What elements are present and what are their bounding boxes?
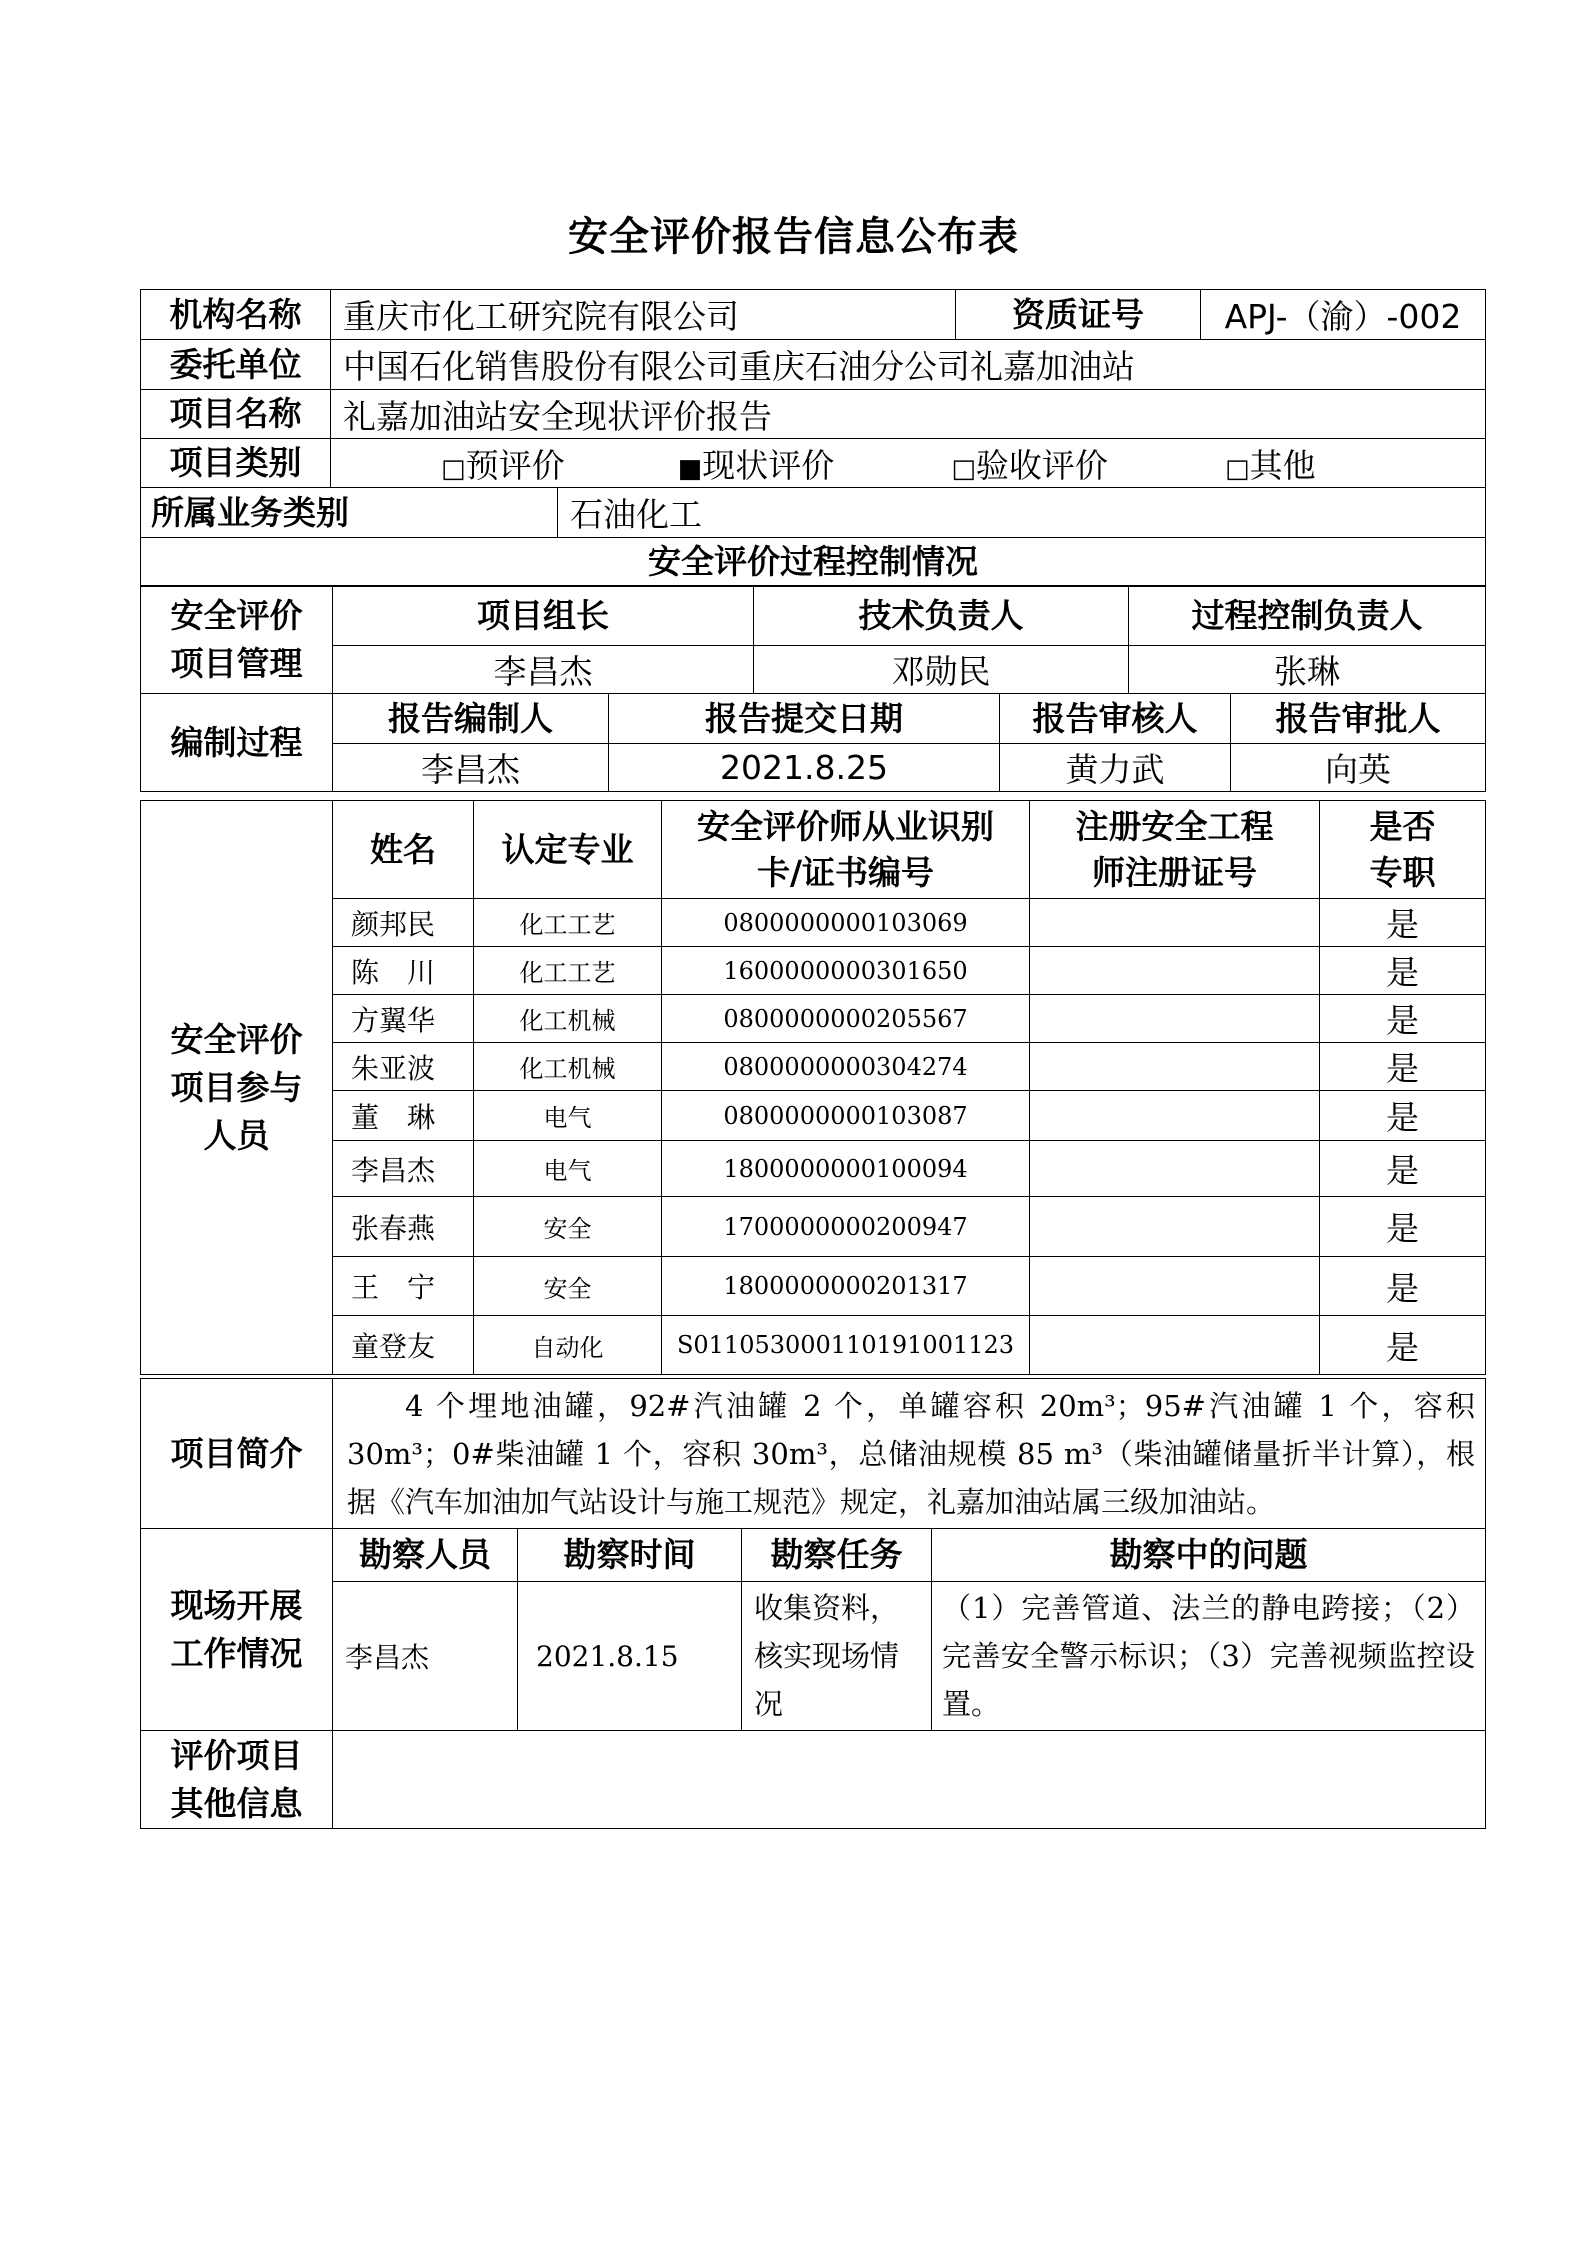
participant-fulltime: 是 bbox=[1320, 1141, 1486, 1197]
page-title: 安全评价报告信息公布表 bbox=[568, 214, 1019, 260]
participant-card: 0800000000103087 bbox=[662, 1091, 1030, 1141]
participant-card: 1700000000200947 bbox=[662, 1197, 1030, 1257]
participant-reg bbox=[1030, 1316, 1320, 1375]
participant-fulltime: 是 bbox=[1320, 995, 1486, 1043]
participant-name: 朱亚波 bbox=[333, 1043, 474, 1091]
checkbox-icon: □ bbox=[951, 453, 976, 484]
participant-reg bbox=[1030, 1091, 1320, 1141]
participant-name: 方翼华 bbox=[333, 995, 474, 1043]
compilation-value-approver: 向英 bbox=[1231, 744, 1486, 792]
participant-reg bbox=[1030, 1043, 1320, 1091]
participant-fulltime: 是 bbox=[1320, 1316, 1486, 1375]
participant-major: 安全 bbox=[474, 1197, 662, 1257]
process-section-title: 安全评价过程控制情况 bbox=[141, 538, 1486, 587]
participant-fulltime: 是 bbox=[1320, 1197, 1486, 1257]
participant-major: 电气 bbox=[474, 1091, 662, 1141]
table-row bbox=[141, 947, 1486, 995]
participant-major: 化工机械 bbox=[474, 995, 662, 1043]
category-label: 项目类别 bbox=[141, 439, 331, 488]
participant-fulltime: 是 bbox=[1320, 947, 1486, 995]
participant-card: 1600000000301650 bbox=[662, 947, 1030, 995]
management-table bbox=[140, 585, 1486, 792]
compilation-header-reviewer: 报告审核人 bbox=[1000, 694, 1231, 744]
participant-major: 安全 bbox=[474, 1257, 662, 1316]
participant-major: 电气 bbox=[474, 1141, 662, 1197]
summary-table bbox=[140, 1378, 1486, 1829]
table-row bbox=[141, 1141, 1486, 1197]
site-header-person: 勘察人员 bbox=[333, 1529, 518, 1582]
table-row bbox=[141, 1257, 1486, 1316]
participant-name: 童登友 bbox=[333, 1316, 474, 1375]
participant-name: 颜邦民 bbox=[333, 899, 474, 947]
client-label: 委托单位 bbox=[141, 340, 331, 390]
participant-name: 张春燕 bbox=[333, 1197, 474, 1257]
participant-major: 化工工艺 bbox=[474, 899, 662, 947]
participants-header-card: 安全评价师从业识别 卡/证书编号 bbox=[662, 801, 1030, 899]
category-option-acceptance[interactable]: □验收评价 bbox=[951, 445, 1108, 485]
site-task: 收集资料，核实现场情况 bbox=[742, 1582, 932, 1731]
participant-card: 0800000000103069 bbox=[662, 899, 1030, 947]
compilation-value-date: 2021.8.25 bbox=[609, 744, 1000, 792]
summary-text: 4 个埋地油罐，92#汽油罐 2 个，单罐容积 20m³；95#汽油罐 1 个，容积 30m³；0#柴油罐 1 个，容积 30m³，总储油规模 85 m³（柴油罐储量折半计算），根据《汽车加油加气站设计与施工规范》规定，礼嘉加油站属三级加油站。 bbox=[333, 1379, 1486, 1529]
management-header-tech: 技术负责人 bbox=[754, 586, 1129, 646]
compilation-value-author: 李昌杰 bbox=[333, 744, 609, 792]
participant-major: 化工工艺 bbox=[474, 947, 662, 995]
participant-reg bbox=[1030, 1141, 1320, 1197]
category-option-pre[interactable]: □预评价 bbox=[441, 445, 565, 485]
participant-card: S011053000110191001123 bbox=[662, 1316, 1030, 1375]
checkbox-checked-icon: ■ bbox=[677, 453, 703, 484]
client-value: 中国石化销售股份有限公司重庆石油分公司礼嘉加油站 bbox=[331, 340, 1486, 390]
cert-label: 资质证号 bbox=[956, 290, 1201, 340]
business-label: 所属业务类别 bbox=[141, 488, 558, 538]
project-value: 礼嘉加油站安全现状评价报告 bbox=[331, 390, 1486, 439]
participant-card: 1800000000100094 bbox=[662, 1141, 1030, 1197]
management-value-leader: 李昌杰 bbox=[333, 646, 754, 694]
participants-label: 安全评价 项目参与 人员 bbox=[141, 801, 333, 1375]
participant-reg bbox=[1030, 1197, 1320, 1257]
participant-major: 自动化 bbox=[474, 1316, 662, 1375]
compilation-header-date: 报告提交日期 bbox=[609, 694, 1000, 744]
participant-name: 李昌杰 bbox=[333, 1141, 474, 1197]
table-row bbox=[141, 899, 1486, 947]
management-value-tech: 邓勋民 bbox=[754, 646, 1129, 694]
site-header-task: 勘察任务 bbox=[742, 1529, 932, 1582]
table-row bbox=[141, 1091, 1486, 1141]
participant-card: 0800000000304274 bbox=[662, 1043, 1030, 1091]
participant-fulltime: 是 bbox=[1320, 1091, 1486, 1141]
org-name-label: 机构名称 bbox=[141, 290, 331, 340]
participant-name: 董 琳 bbox=[333, 1091, 474, 1141]
table-row bbox=[141, 1197, 1486, 1257]
site-header-date: 勘察时间 bbox=[518, 1529, 742, 1582]
participant-reg bbox=[1030, 899, 1320, 947]
management-value-process: 张琳 bbox=[1129, 646, 1486, 694]
participant-card: 0800000000205567 bbox=[662, 995, 1030, 1043]
checkbox-icon: □ bbox=[441, 453, 466, 484]
participant-fulltime: 是 bbox=[1320, 1043, 1486, 1091]
participants-header-major: 认定专业 bbox=[474, 801, 662, 899]
participants-header-fulltime: 是否 专职 bbox=[1320, 801, 1486, 899]
management-header-process: 过程控制负责人 bbox=[1129, 586, 1486, 646]
participant-card: 1800000000201317 bbox=[662, 1257, 1030, 1316]
management-header-leader: 项目组长 bbox=[333, 586, 754, 646]
participant-reg bbox=[1030, 1257, 1320, 1316]
site-label: 现场开展 工作情况 bbox=[141, 1529, 333, 1731]
compilation-label: 编制过程 bbox=[141, 694, 333, 792]
compilation-header-approver: 报告审批人 bbox=[1231, 694, 1486, 744]
table-row bbox=[141, 995, 1486, 1043]
summary-label: 项目简介 bbox=[141, 1379, 333, 1529]
org-name-value: 重庆市化工研究院有限公司 bbox=[331, 290, 956, 340]
compilation-header-author: 报告编制人 bbox=[333, 694, 609, 744]
participants-header-reg: 注册安全工程 师注册证号 bbox=[1030, 801, 1320, 899]
category-option-other[interactable]: □其他 bbox=[1225, 445, 1316, 485]
participant-fulltime: 是 bbox=[1320, 1257, 1486, 1316]
site-person: 李昌杰 bbox=[333, 1582, 518, 1731]
participant-name: 陈 川 bbox=[333, 947, 474, 995]
info-table bbox=[140, 289, 1486, 587]
cert-value: APJ-（渝）-002 bbox=[1201, 290, 1486, 340]
business-value: 石油化工 bbox=[558, 488, 1486, 538]
participant-name: 王 宁 bbox=[333, 1257, 474, 1316]
site-date: 2021.8.15 bbox=[518, 1582, 742, 1731]
participant-major: 化工机械 bbox=[474, 1043, 662, 1091]
participant-reg bbox=[1030, 947, 1320, 995]
site-issues: （1）完善管道、法兰的静电跨接；（2）完善安全警示标识；（3）完善视频监控设置。 bbox=[932, 1582, 1486, 1731]
site-header-issues: 勘察中的问题 bbox=[932, 1529, 1486, 1582]
participant-fulltime: 是 bbox=[1320, 899, 1486, 947]
project-label: 项目名称 bbox=[141, 390, 331, 439]
other-value bbox=[333, 1731, 1486, 1829]
category-option-status[interactable]: ■现状评价 bbox=[677, 445, 835, 485]
category-options bbox=[331, 439, 1486, 488]
other-label: 评价项目 其他信息 bbox=[141, 1731, 333, 1829]
participants-header-name: 姓名 bbox=[333, 801, 474, 899]
compilation-value-reviewer: 黄力武 bbox=[1000, 744, 1231, 792]
table-row bbox=[141, 1316, 1486, 1375]
table-row bbox=[141, 1043, 1486, 1091]
management-label: 安全评价 项目管理 bbox=[141, 586, 333, 694]
participants-table bbox=[140, 800, 1486, 1375]
checkbox-icon: □ bbox=[1225, 453, 1250, 484]
participant-reg bbox=[1030, 995, 1320, 1043]
